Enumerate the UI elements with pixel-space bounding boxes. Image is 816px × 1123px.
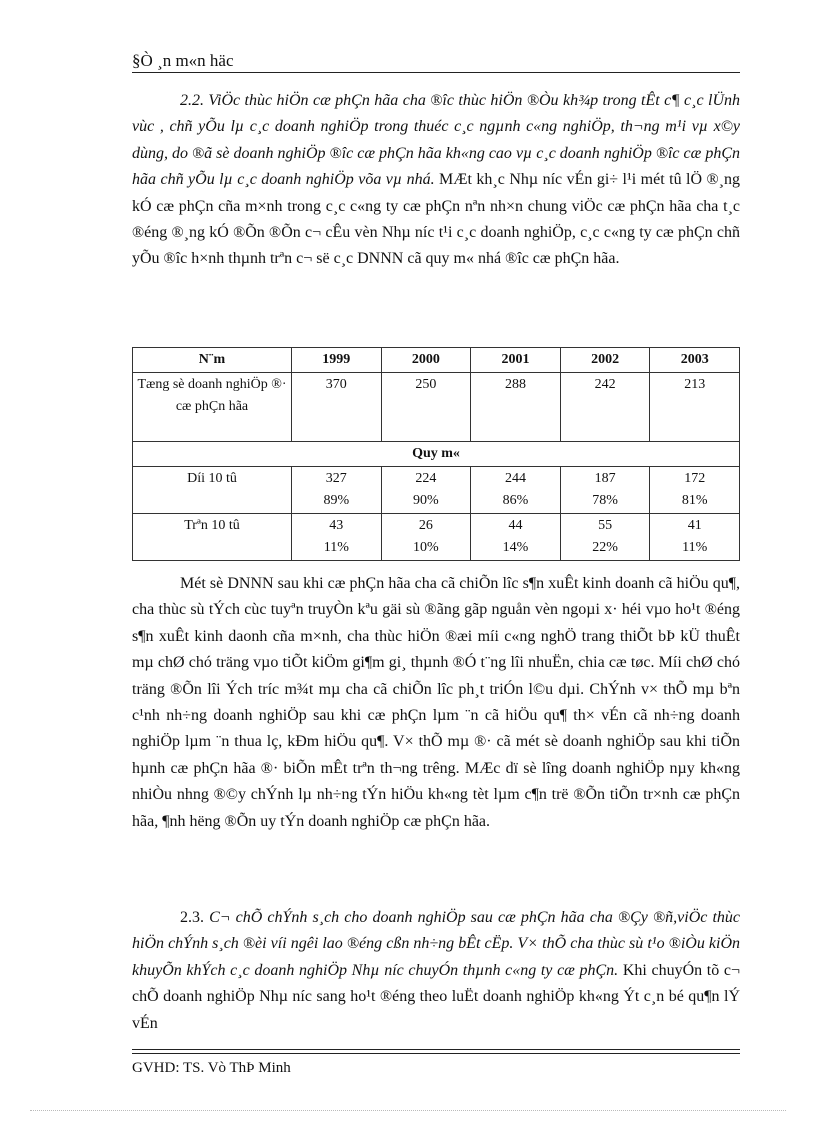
equitization-stats-table	[132, 347, 740, 561]
header-rule	[132, 72, 740, 73]
total-value: 213	[650, 373, 740, 442]
under-cell	[471, 467, 561, 514]
percent: 10%	[413, 540, 439, 555]
total-value: 242	[560, 373, 650, 442]
over-cell	[292, 514, 382, 561]
paragraph-dnnn: Mét sè DNNN sau khi cæ phÇn hãa cha cã chiÕn lîc s¶n xuÊt kinh doanh cã hiÖu qu¶, cha thùc sù tÝch cùc tuyªn truyÒn kªu gäi sù ®ãng gãp nguån vèn ngoµi x· héi vµo ho¹t ®éng s¶n xuÊt kinh daonh cña m×nh, cha thùc hiÖn ®æi míi c«ng nghÖ trang thiÕt bÞ kÜ thuÊt mµ chØ chó träng vµo tiÕt kiÖm gi¶m gi¸ thµnh ®Ó t¨ng lîi nhuËn, chia cæ tøc. Míi chØ chó träng ®Õn lîi Ých tríc m¾t mµ cha cã chiÕn lîc ph¸t triÓn l©u dµi. ChÝnh v× thÕ mµ bªn c¹nh nh÷ng doanh nghiÖp sau khi cæ phÇn lµm ¨n cã hiÖu qu¶ th× vÉn cã nh÷ng doanh nghiÖp lµm ¨n thua lç, kÐm hiÖu qu¶. V× thÕ mµ ®· cã mét sè doanh nghiÖp sau khi tiÕn hµnh cæ phÇn hãa ®· biÕn mÊt trªn th¬ng trêng. MÆc dï sè lîng doanh nghiÖp nµy kh«ng nhiÒu nhng ®©y chÝnh lµ nh÷ng tÝn hiÖu kh«ng tèt lµm c¶n trë ®Õn tiÕn tr×nh cæ phÇn hãa, ¶nh hëng ®Õn uy tÝn doanh nghiÖp cæ phÇn hãa.	[132, 575, 740, 830]
total-label: Tæng sè doanh nghiÖp ®· cæ phÇn hãa	[133, 373, 292, 442]
scale-header: Quy m«	[133, 442, 740, 467]
year-2001: 2001	[471, 348, 561, 373]
section-heading-italic: ViÖc thùc hiÖn cæ phÇn hãa cha ®îc thùc hiÖn ®Òu kh¾p trong tÊt c¶ c¸c lÜnh vùc , chñ yÕu lµ c¸c doanh nghiÖp trong thuéc c¸c ngµnh c«ng nghiÖp, th¬ng m¹i vµ x©y dùng, do ®ã sè doanh nghiÖp ®îc cæ phÇn hãa kh«ng cao vµ c¸c doanh nghiÖp ®îc cæ phÇn hãa chñ yÕu lµ c¸c doanh nghiÖp võa vµ nhá.	[132, 92, 740, 189]
percent: 90%	[413, 493, 439, 508]
table-row	[133, 442, 740, 467]
paragraph-body: MÆt kh¸c Nhµ níc vÉn gi÷ l¹i mét tû lÖ ®¸ng kÓ cæ phÇn cña m×nh trong c¸c c«ng ty cæ phÇn nªn nh×n chung viÖc cæ phÇn hãa cha t¸c ®éng ®¸ng kÓ ®Õn ®Õn c¬ cÊu vèn Nhµ níc t¹i c¸c doanh nghiÖp, c¸c c«ng ty cæ phÇn chñ yÕu ®îc h×nh thµnh trªn c¬ së c¸c DNNN cã quy m« nhá ®îc cæ phÇn hãa.	[132, 171, 740, 268]
year-header: N¨m	[133, 348, 292, 373]
percent: 78%	[592, 493, 618, 508]
under-cell	[650, 467, 740, 514]
count: 172	[684, 471, 706, 486]
table-row	[133, 514, 740, 561]
year-2000: 2000	[381, 348, 471, 373]
page-edge-divider	[30, 1110, 786, 1111]
over-cell	[560, 514, 650, 561]
table-row	[133, 467, 740, 514]
under-cell	[292, 467, 382, 514]
year-1999: 1999	[292, 348, 382, 373]
percent: 22%	[592, 540, 618, 555]
count: 55	[598, 518, 613, 533]
count: 44	[508, 518, 523, 533]
count: 187	[594, 471, 616, 486]
count: 26	[418, 518, 433, 533]
paragraph-2-2	[132, 88, 740, 273]
footer-rule	[132, 1053, 740, 1054]
percent: 11%	[682, 540, 708, 555]
table-header-row	[133, 348, 740, 373]
year-2002: 2002	[560, 348, 650, 373]
footer-rule	[132, 1049, 740, 1050]
over-cell	[381, 514, 471, 561]
count: 43	[329, 518, 344, 533]
percent: 89%	[323, 493, 350, 508]
paragraph-2-3	[132, 905, 740, 1037]
count: 327	[325, 471, 347, 486]
over-cell	[650, 514, 740, 561]
percent: 81%	[681, 493, 708, 508]
count: 224	[415, 471, 437, 486]
over-cell	[471, 514, 561, 561]
count: 41	[687, 518, 702, 533]
section-heading-italic: C¬ chÕ chÝnh s¸ch cho doanh nghiÖp sau cæ phÇn hãa cha ®Çy ®ñ,viÖc thùc hiÖn chÝnh s¸ch ®èi víi ngêi lao ®éng cßn nh÷ng bÊt cËp. V× thÕ cha thùc sù t¹o ®iÒu kiÖn khuyÕn khÝch c¸c doanh nghiÖp Nhµ níc chuyÓn thµnh c«ng ty cæ phÇn.	[132, 909, 740, 979]
total-value: 370	[292, 373, 382, 442]
percent: 11%	[323, 540, 349, 555]
table-row	[133, 373, 740, 442]
paragraph-body: Khi chuyÓn tõ c¬ chÕ doanh nghiÖp Nhµ níc sang ho¹t ®éng theo luËt doanh nghiÖp kh«ng Ýt c¸n bé qu¶n lÝ vÉn	[132, 961, 741, 1032]
under-label: Díi 10 tû	[133, 467, 292, 514]
over-label: Trªn 10 tû	[133, 514, 292, 561]
section-number: 2.3.	[180, 909, 204, 926]
page-footer: GVHD: TS. Vò ThÞ Minh	[132, 1060, 291, 1076]
section-number: 2.2.	[180, 92, 204, 109]
percent: 14%	[502, 540, 529, 555]
total-value: 288	[471, 373, 561, 442]
year-2003: 2003	[650, 348, 740, 373]
page-header: §Ò ¸n m«n häc	[132, 51, 234, 70]
count: 244	[504, 471, 526, 486]
percent: 86%	[502, 493, 529, 508]
under-cell	[381, 467, 471, 514]
under-cell	[560, 467, 650, 514]
total-value: 250	[381, 373, 471, 442]
